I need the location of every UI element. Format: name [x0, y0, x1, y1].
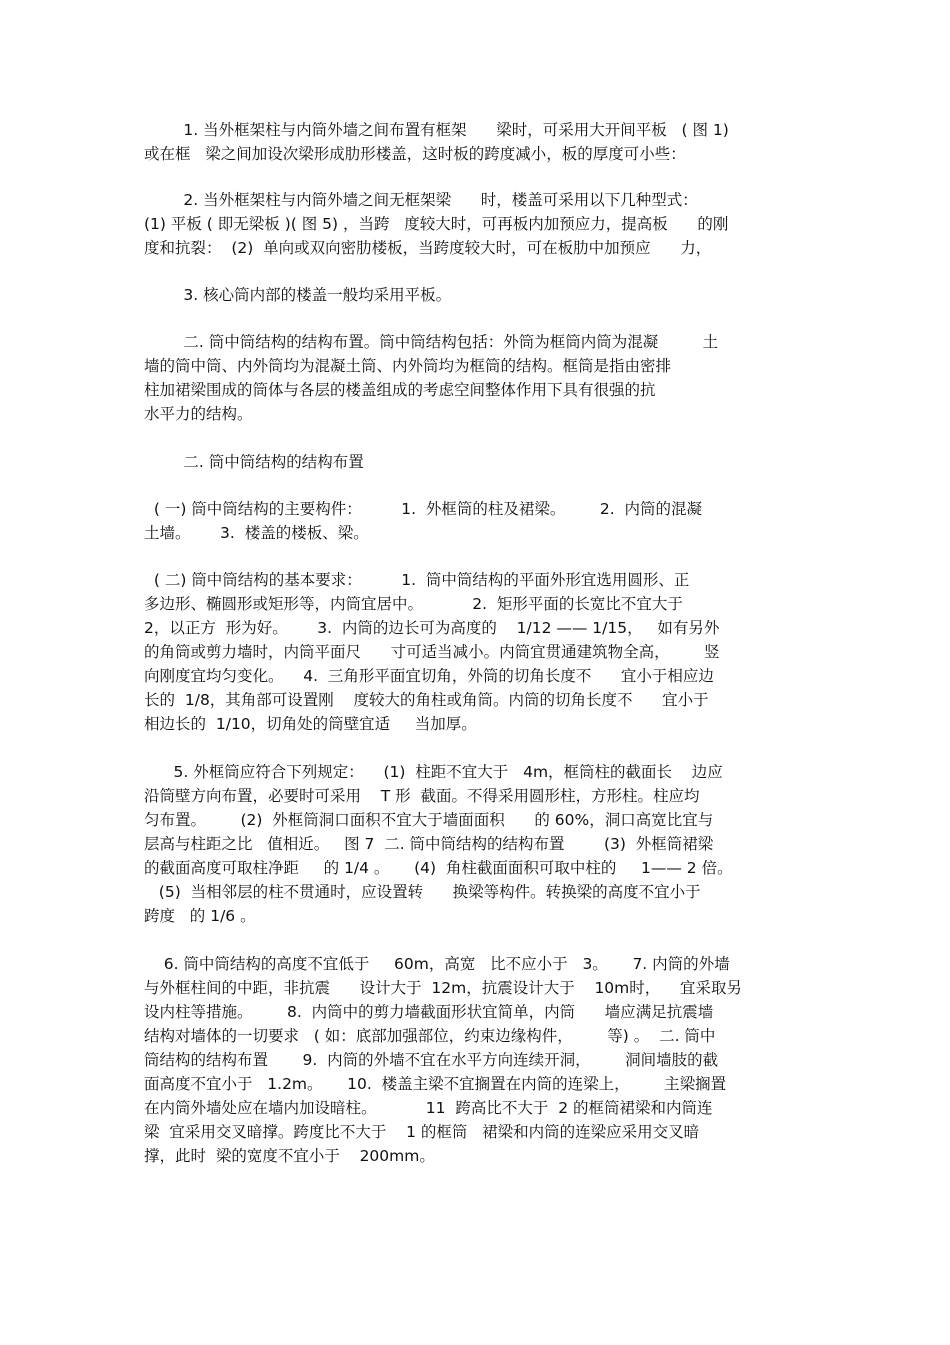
text-line: 面高度不宜小于 1.2m。 10. 楼盖主梁不宜搁置在内筒的连梁上， 主梁搁置	[144, 1075, 727, 1093]
text-line: 的截面高度可取柱净距 的 1/4 。 (4) 角柱截面面积可取中柱的 1—— 2 倍。	[144, 859, 733, 877]
text-line: 筒结构的结构布置 9. 内筒的外墙不宜在水平方向连续开洞， 洞间墙肢的截	[144, 1051, 719, 1069]
text-line: 1. 当外框架柱与内筒外墙之间布置有框架 梁时，可采用大开间平板 ( 图 1)	[144, 121, 729, 139]
text-line: 二. 筒中筒结构的结构布置。筒中筒结构包括：外筒为框筒内筒为混凝 土	[144, 333, 719, 351]
text-line: 结构对墙体的一切要求 ( 如：底部加强部位，约束边缘构件， 等) 。 二. 筒中	[144, 1027, 716, 1045]
text-line: 设内柱等措施。 8. 内筒中的剪力墙截面形状宜简单，内筒 墙应满足抗震墙	[144, 1003, 714, 1021]
text-line: 匀布置。 (2) 外框筒洞口面积不宜大于墙面面积 的 60%，洞口高宽比宜与	[144, 811, 714, 829]
text-line: 跨度 的 1/6 。	[144, 907, 256, 925]
text-line: 层高与柱距之比 值相近。 图 7 二. 筒中筒结构的结构布置 (3) 外框筒裙梁	[144, 835, 714, 853]
text-line: 相边长的 1/10，切角处的筒壁宜适 当加厚。	[144, 715, 477, 733]
text-line: 土墙。 3. 楼盖的楼板、梁。	[144, 524, 369, 542]
text-line: 2，以正方 形为好。 3. 内筒的边长可为高度的 1/12 —— 1/15， 如有另外	[144, 619, 720, 637]
text-line: ( 一) 筒中筒结构的主要构件： 1. 外框筒的柱及裙梁。 2. 内筒的混凝	[144, 500, 702, 518]
text-line: 2. 当外框架柱与内筒外墙之间无框架梁 时，楼盖可采用以下几种型式：	[144, 191, 698, 209]
text-line: 多边形、椭圆形或矩形等，内筒宜居中。 2. 矩形平面的长宽比不宜大于	[144, 595, 683, 613]
text-line: 在内筒外墙处应在墙内加设暗柱。 11 跨高比不大于 2 的框筒裙梁和内筒连	[144, 1099, 713, 1117]
text-line: 柱加裙梁围成的筒体与各层的楼盖组成的考虑空间整体作用下具有很强的抗	[144, 381, 656, 399]
text-line: 梁 宜采用交叉暗撑。跨度比不大于 1 的框筒 裙梁和内筒的连梁应采用交叉暗	[144, 1123, 700, 1141]
text-line: 墙的筒中筒、内外筒均为混凝土筒、内外筒均为框筒的结构。框筒是指由密排	[144, 357, 672, 375]
text-line: 度和抗裂： (2) 单向或双向密肋楼板，当跨度较大时，可在板肋中加预应 力，	[144, 239, 712, 257]
text-line: ( 二) 筒中筒结构的基本要求： 1. 筒中筒结构的平面外形宜选用圆形、正	[144, 571, 690, 589]
text-line: 与外框柱间的中距，非抗震 设计大于 12m，抗震设计大于 10m时， 宜采取另	[144, 979, 742, 997]
text-line: 水平力的结构。	[144, 405, 253, 423]
text-line: 或在框 梁之间加设次梁形成肋形楼盖，这时板的跨度减小，板的厚度可小些：	[144, 145, 686, 163]
text-line: 撑，此时 梁的宽度不宜小于 200mm。	[144, 1147, 435, 1165]
text-line: (1) 平板 ( 即无梁板 )( 图 5) ，当跨 度较大时，可再板内加预应力，提高板 的刚	[144, 215, 729, 233]
text-line: 长的 1/8，其角部可设置刚 度较大的角柱或角筒。内筒的切角长度不 宜小于	[144, 691, 709, 709]
text-line: 沿筒壁方向布置，必要时可采用 T 形 截面。不得采用圆形柱，方形柱。柱应均	[144, 787, 700, 805]
text-line: 5. 外框筒应符合下列规定： (1) 柱距不宜大于 4m，框筒柱的截面长 边应	[144, 763, 723, 781]
text-line: 的角筒或剪力墙时，内筒平面尺 寸可适当减小。内筒宜贯通建筑物全高， 竖	[144, 643, 720, 661]
text-line: (5) 当相邻层的柱不贯通时，应设置转 换梁等构件。转换梁的高度不宜小于	[144, 883, 701, 901]
text-line: 向刚度宜均匀变化。 4. 三角形平面宜切角，外筒的切角长度不 宜小于相应边	[144, 667, 714, 685]
text-line: 6. 筒中筒结构的高度不宜低于 60m，高宽 比不应小于 3。 7. 内筒的外墙	[144, 955, 730, 973]
section-heading: 二. 筒中筒结构的结构布置	[144, 453, 364, 471]
text-line: 3. 核心筒内部的楼盖一般均采用平板。	[144, 286, 452, 304]
